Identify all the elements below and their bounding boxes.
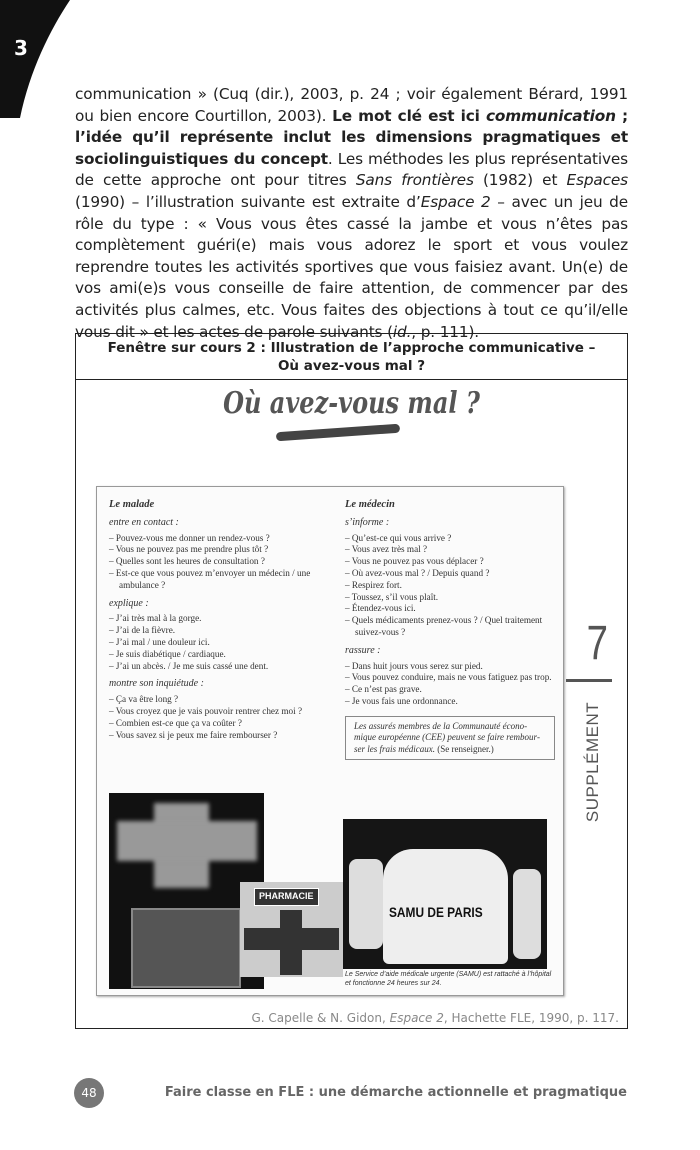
- phrase-item: – Dans huit jours vous serez sur pied.: [345, 661, 555, 673]
- phrase-item: – Je vous fais une ordonnance.: [345, 696, 555, 708]
- section-label: rassure :: [345, 644, 381, 656]
- column-heading: Le malade: [109, 499, 155, 510]
- phrase-item: – Combien est-ce que ça va coûter ?: [109, 718, 324, 730]
- chapter-number: 3: [14, 36, 28, 60]
- source-citation: [251, 1011, 619, 1025]
- paragraph-segment: – avec un jeu de rôle du type : « Vous vous êtes cassé la jambe et vous n’êtes pas complètement guéri(e) mais vous adorez le sport et vous voulez reprendre toutes les activités sportives que vous faisiez avant. Un(e) de vos ami(e)s vous conseille de faire attention, de commencer par des activités plus calmes, etc. Vous faites des objections à tout ce qu’il/elle vous dit » et les actes de parole suivants (: [75, 192, 629, 341]
- scanned-page: [96, 486, 564, 996]
- phrase-item: – Vous savez si je peux me faire rembourser ?: [109, 730, 324, 742]
- section-label: explique :: [109, 597, 149, 609]
- phrase-item: – Pouvez-vous me donner un rendez-vous ?: [109, 533, 324, 545]
- phrase-item: – Ça va être long ?: [109, 694, 324, 706]
- paragraph-segment: Le mot clé est ici: [332, 106, 486, 125]
- supplement-divider: [566, 679, 612, 682]
- box-title-line: Où avez-vous mal ?: [277, 358, 426, 374]
- section-label: entre en contact :: [109, 516, 179, 528]
- course-window-box: [75, 333, 628, 1029]
- paragraph-segment: ; l’idée qu’il représente inclut les dimensions pragmatiques et sociolinguistiques du concept: [75, 106, 628, 168]
- phrase-item: – J’ai un abcès. / Je me suis cassé une dent.: [109, 661, 324, 673]
- phrase-item: – Ce n’est pas grave.: [345, 684, 555, 696]
- section-label: montre son inquiétude :: [109, 678, 204, 690]
- phrase-item: – Étendez-vous ici.: [345, 603, 555, 615]
- paragraph-segment: . Les méthodes les plus représentatives de cette approche ont pour titres: [75, 149, 628, 190]
- phrase-item: – Respirez fort.: [345, 580, 555, 592]
- samu-ambulance-photo: [343, 819, 547, 969]
- samu-caption: Le Service d’aide médicale urgente (SAMU) est rattaché à l’hôpital et fonctionne 24 heures sur 24.: [345, 971, 552, 987]
- source-publisher: , Hachette FLE, 1990, p. 117.: [443, 1011, 619, 1025]
- phrase-item: – Est-ce que vous pouvez m’envoyer un médecin / une ambulance ?: [109, 568, 324, 592]
- paragraph-segment: (1982) et: [473, 171, 567, 190]
- phrase-item: – Vous ne pouvez pas me prendre plus tôt ?: [109, 544, 324, 556]
- phrase-item: – Vous pouvez conduire, mais ne vous fatiguez pas trop.: [345, 672, 555, 684]
- note-text: Les assurés membres de la Communauté économique européenne (CEE) peuvent se faire rembourser les frais médicaux.: [354, 720, 540, 754]
- supplement-label: SUPPLÉMENT: [583, 701, 602, 823]
- supplement-number: 7: [586, 617, 609, 670]
- doctor-column: [345, 499, 555, 760]
- phrase-item: – Qu’est-ce qui vous arrive ?: [345, 533, 555, 545]
- scan-title: Où avez-vous mal ?: [223, 386, 480, 421]
- section-label: s’informe :: [345, 516, 390, 528]
- patient-column: [109, 499, 324, 741]
- phrase-item: – Vous croyez que je vais pouvoir rentrer chez moi ?: [109, 706, 324, 718]
- phrase-item: – Vous ne pouvez pas vous déplacer ?: [345, 556, 555, 568]
- brush-stroke: [276, 424, 400, 442]
- running-footer: Faire classe en FLE : une démarche actionnelle et pragmatique: [164, 1085, 627, 1100]
- phrase-item: – J’ai de la fièvre.: [109, 625, 324, 637]
- paragraph-segment: , p. 111).: [411, 322, 479, 341]
- note-hint: (Se renseigner.): [435, 743, 494, 754]
- paragraph-segment: communication: [485, 106, 616, 125]
- column-heading: Le médecin: [345, 499, 395, 510]
- chapter-tab: [0, 0, 70, 118]
- box-title: [76, 334, 627, 380]
- phrase-item: – J’ai mal / une douleur ici.: [109, 637, 324, 649]
- van-text: SAMU DE PARIS: [389, 904, 483, 920]
- reimbursement-note: [345, 716, 555, 761]
- box-title-line: Fenêtre sur cours 2 : Illustration de l’approche communicative –: [107, 340, 596, 356]
- phrase-item: – Quels médicaments prenez-vous ? / Quel traitement suivez-vous ?: [345, 615, 555, 639]
- pharmacy-sign-photo: [240, 882, 343, 977]
- phrase-item: – Je suis diabétique / cardiaque.: [109, 649, 324, 661]
- paragraph-segment: Sans frontières: [355, 171, 474, 190]
- body-paragraph: [75, 84, 628, 343]
- paragraph-segment: communication » (Cuq (dir.), 2003, p. 24 ; voir également Bérard, 1991 ou bien encore Courtillon, 2003).: [75, 85, 628, 125]
- pharmacy-sign: PHARMACIE: [254, 888, 319, 906]
- phrase-item: – Où avez-vous mal ? / Depuis quand ?: [345, 568, 555, 580]
- phrase-item: – J’ai très mal à la gorge.: [109, 613, 324, 625]
- phrase-item: – Toussez, s’il vous plaît.: [345, 592, 555, 604]
- page-number: 48: [74, 1078, 104, 1108]
- paragraph-segment: id.: [392, 322, 412, 341]
- paragraph-segment: Espaces: [566, 171, 628, 190]
- paragraph-segment: (1990) – l’illustration suivante est extraite d’: [75, 192, 421, 211]
- phrase-item: – Vous avez très mal ?: [345, 544, 555, 556]
- phrase-item: – Quelles sont les heures de consultation ?: [109, 556, 324, 568]
- paragraph-segment: Espace 2: [420, 192, 491, 211]
- source-title: Espace 2: [389, 1011, 444, 1025]
- source-authors: G. Capelle & N. Gidon,: [251, 1011, 390, 1025]
